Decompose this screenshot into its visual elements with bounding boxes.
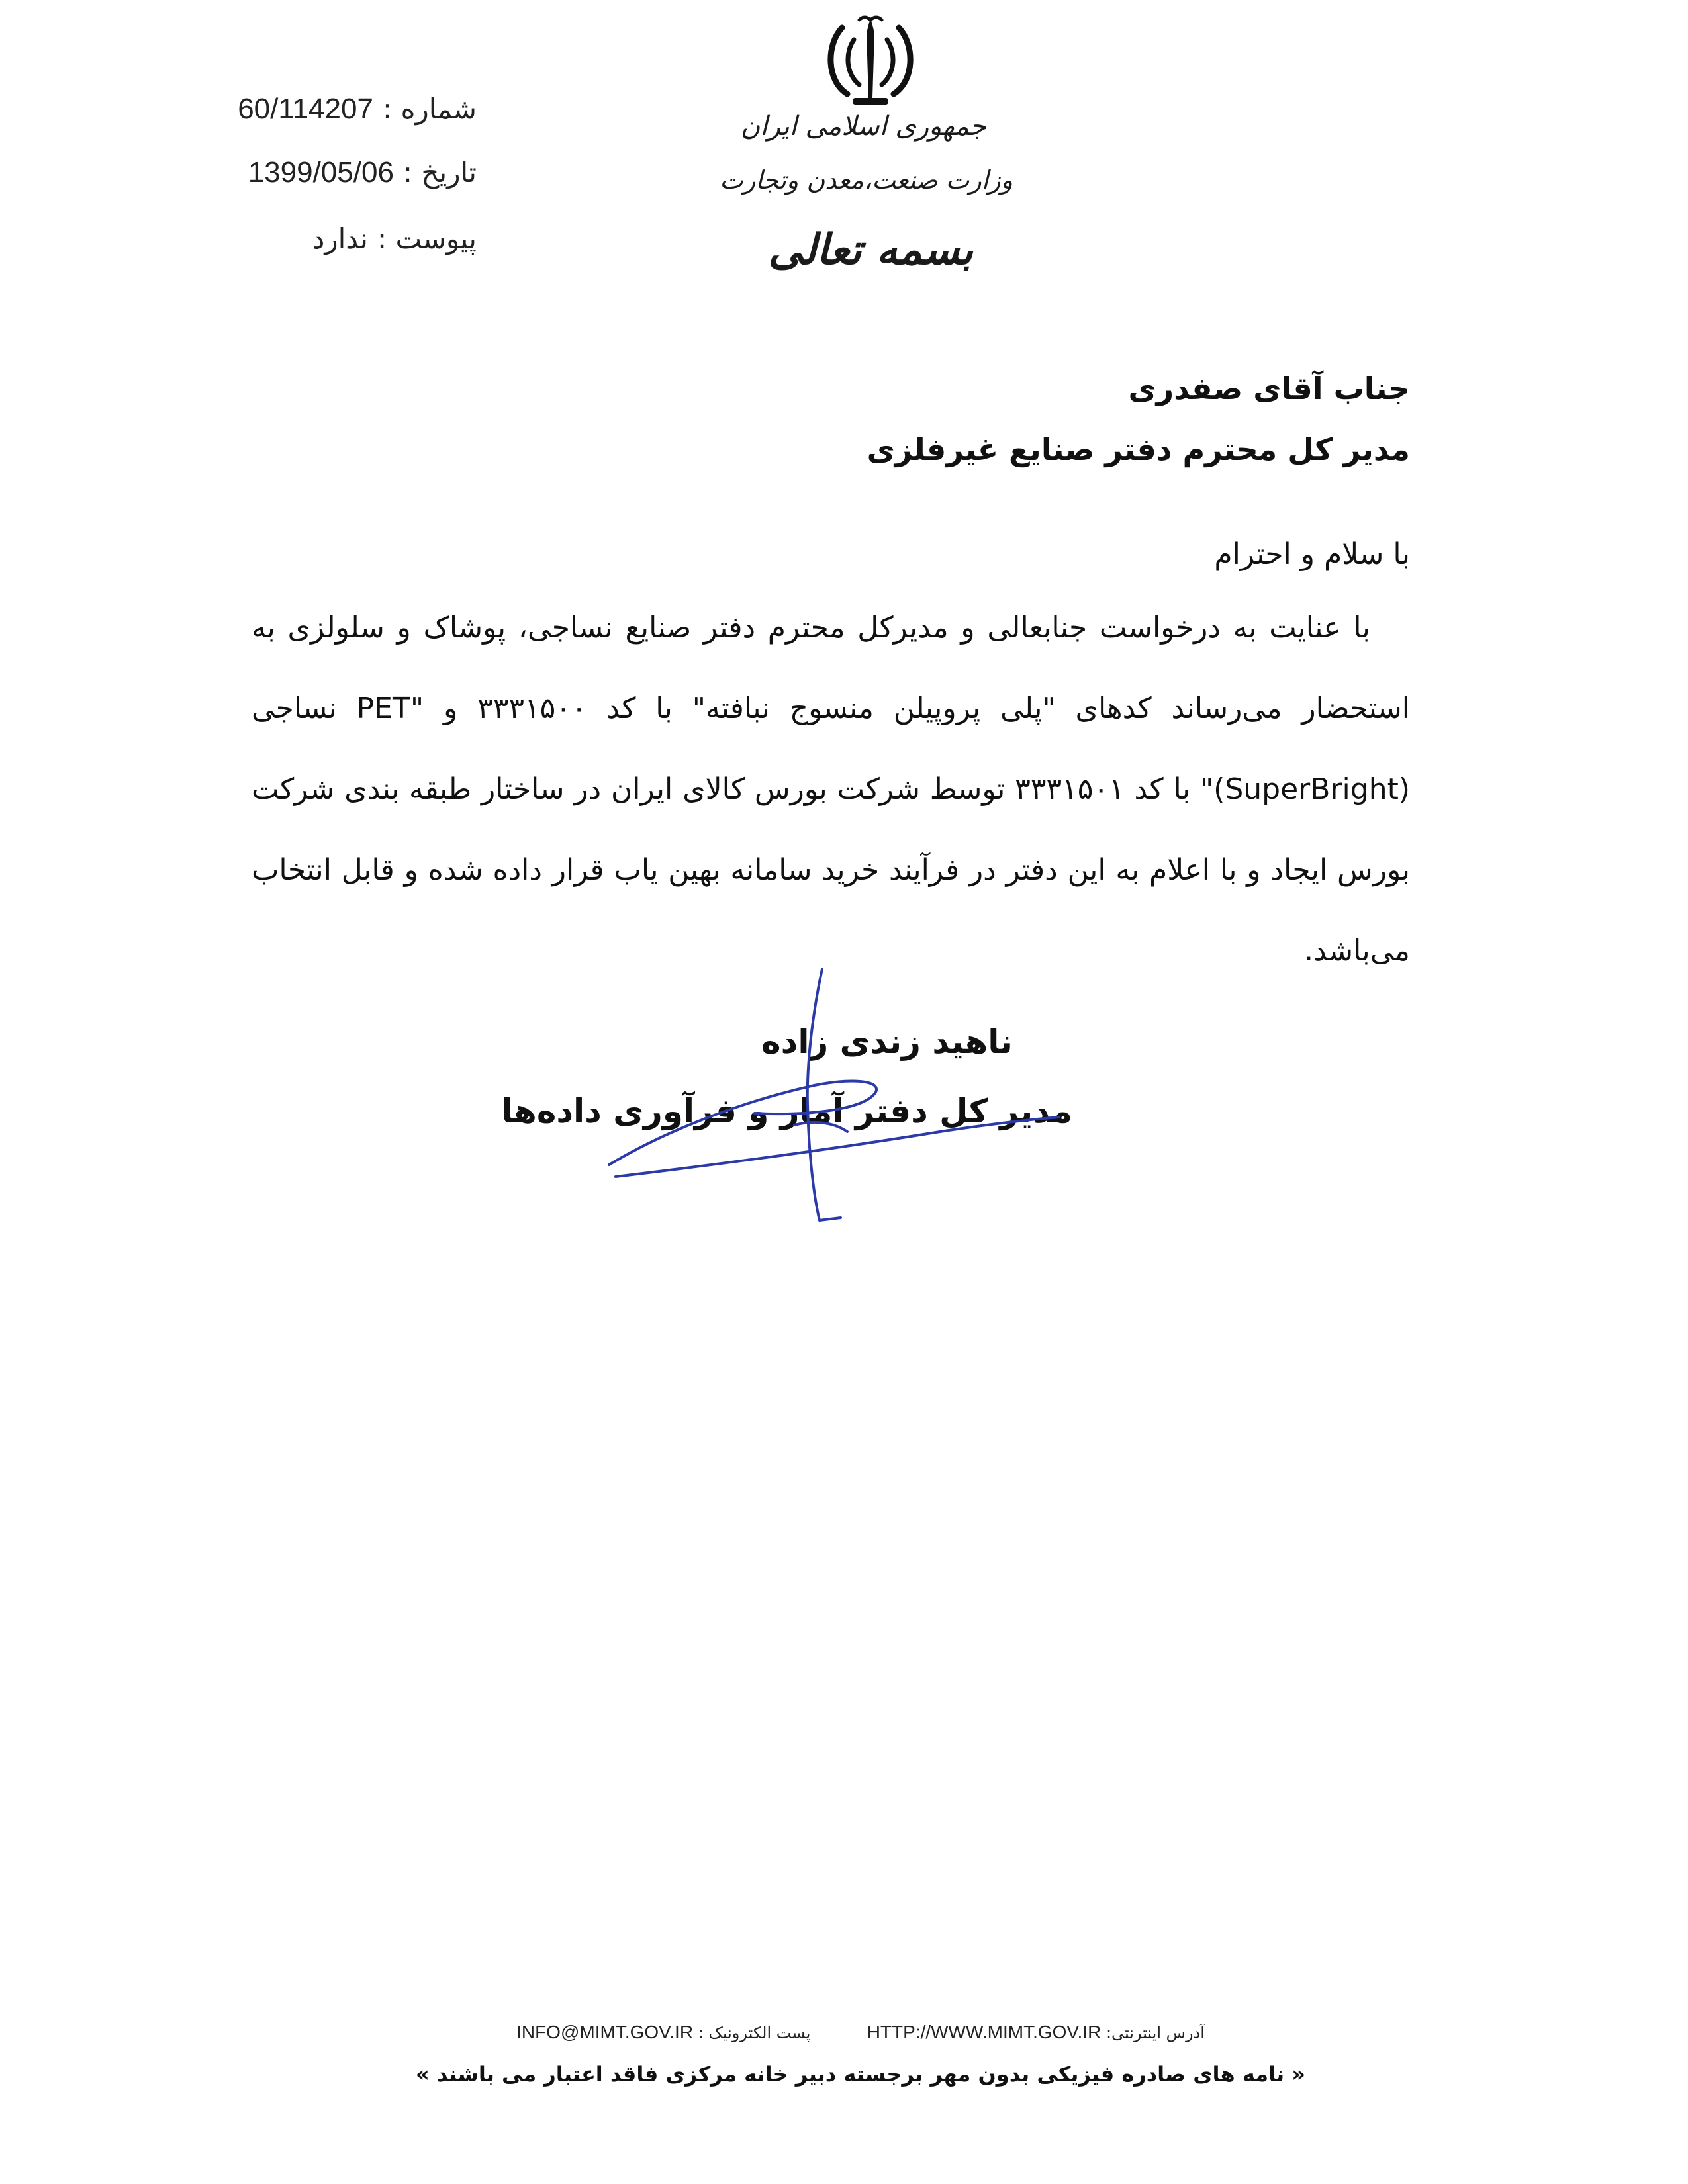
country-name: جمهوری اسلامی ایران [740,111,986,142]
letter-number-value: 60/114207 [238,93,373,125]
letter-date-value: 1399/05/06 [248,156,394,189]
handwritten-signature-icon [501,966,1112,1231]
body-paragraph: با عنایت به درخواست جنابعالی و مدیرکل محترم دفتر صنایع نساجی، پوشاک و سلولزی به استحضار می‌رساند کدهای "پلی پروپیلن منسوج نبافته" با کد ۳۳۳۱۵۰۰ و "PET نساجی (SuperBright)" با کد ۳۳۳۱۵۰۱ توسط شرکت بورس کالای ایران در ساختار طبقه بندی شرکت بورس ایجاد و با اعلام به این دفتر در فرآیند خرید سامانه بهین یاب قرار داده شده و قابل انتخاب می‌باشد. [252,611,1411,968]
attachment-label: پیوست : [377,222,477,255]
website-label: آدرس اینترنتی: [1105,2024,1205,2042]
recipient-title: مدیر کل محترم دفتر صنایع غیرفلزی [867,432,1410,467]
footer-validity-note: « نامه های صادره فیزیکی بدون مهر برجسته دبیر خانه مرکزی فاقد اعتبار می باشند » [416,2062,1305,2087]
website-link[interactable]: HTTP://WWW.MIMT.GOV.IR [867,2022,1102,2042]
footer-contact-line [397,2022,1324,2043]
recipient-name: جناب آقای صفدری [1128,371,1410,406]
letter-date-label: تاریخ : [402,156,477,189]
signer-title: مدیر کل دفتر آمار و فرآوری داده‌ها [501,1092,1072,1130]
greeting: با سلام و احترام [1214,537,1410,571]
ministry-name: وزارت صنعت،معدن وتجارت [720,165,1013,195]
attachment-value: ندارد [312,222,368,255]
basmala-heading: بسمه تعالی [768,225,973,275]
letter-date-row [248,156,477,189]
attachment-row [312,222,477,255]
signer-name: ناهید زندی زاده [761,1023,1013,1061]
iran-emblem-icon [821,13,920,113]
email-link[interactable]: INFO@MIMT.GOV.IR [516,2022,694,2042]
email-label: پست الکترونیک : [698,2024,811,2042]
letter-number-row [238,93,477,126]
letter-number-label: شماره : [382,93,477,125]
